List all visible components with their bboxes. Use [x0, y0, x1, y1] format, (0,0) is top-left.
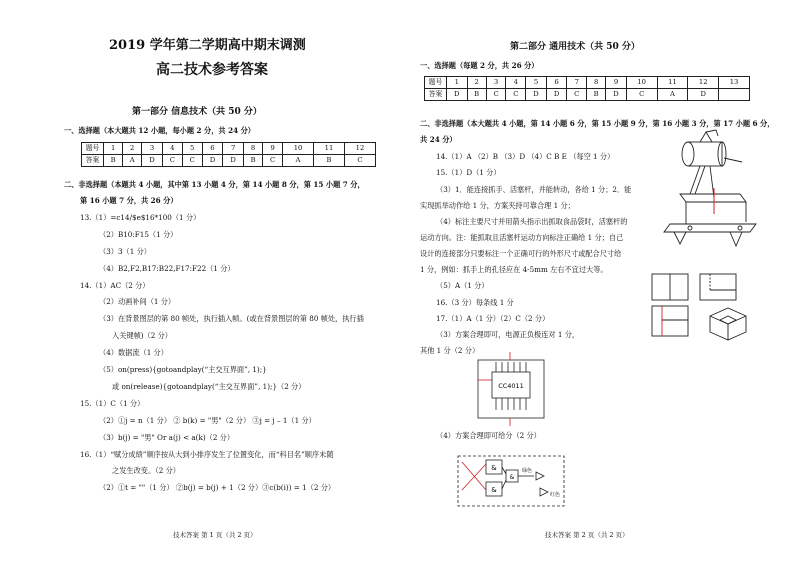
three-view-figure — [650, 272, 760, 342]
answer-line: （2）动画补间（1 分） — [99, 297, 176, 306]
cylinder-end — [682, 142, 694, 166]
pivot-2 — [738, 226, 742, 230]
page-subtitle: 高二技术参考答案 — [156, 62, 268, 78]
answer-line: （4）标注主要尺寸并用箭头指示出抓取食品袋时，活塞杆的 — [436, 217, 628, 226]
answer-line: 设计的连接部分只要标注一个正确可行的外形尺寸或配合尺寸给 — [420, 249, 622, 258]
answer-line: （2）B10:F15（1 分） — [99, 230, 178, 239]
table-cell: B — [243, 155, 262, 167]
table-cell: C — [182, 155, 202, 167]
p1-sec2-heading: 二、非选择题（本题共 4 小题，其中第 13 小题 4 分，第 14 小题 8 分，第 15 小题 7 分， — [64, 180, 365, 189]
led-green-label: 绿色 — [522, 468, 533, 474]
answer-line: （4）B2,F2,B17:B22,F17:F22（1 分） — [99, 264, 235, 273]
answer-line: 入关键帧)（2 分） — [112, 331, 172, 340]
answer-line: 16.（1）“赋分成绩”顺序按从大到小排序发生了位置变化，而“科目名”顺序未随 — [80, 450, 334, 459]
answer-line: 运动方向。注：能抓取且活塞杆运动方向标注正确给 1 分；自己 — [420, 233, 624, 242]
circuit-figure — [470, 350, 552, 426]
table-cell: 3 — [142, 143, 163, 155]
table-cell: 3 — [486, 77, 506, 89]
table-cell: B — [104, 155, 123, 167]
table-cell: 11 — [657, 77, 688, 89]
table-cell: 12 — [688, 77, 719, 89]
gate-wire — [502, 480, 506, 489]
answer-line: （3）方案合理即可，电源正负极连对 1 分， — [436, 330, 580, 339]
table-cell: 13 — [719, 77, 750, 89]
answer-line: 14.（1）AC（2 分） — [80, 281, 150, 290]
isometric-edges — [710, 316, 746, 340]
table-cell: D — [688, 89, 719, 101]
table-cell: 12 — [344, 143, 375, 155]
table-cell: B — [313, 155, 344, 167]
table-cell: D — [546, 89, 567, 101]
answer-line: （2）①j = n（1 分） ② b(k) = "男"（2 分） ③j = j – 1（1 分） — [99, 416, 316, 425]
answer-line: （3）1．能连接抓手、活塞杆，并能转动，各给 1 分；2．能 — [436, 185, 632, 194]
table-cell: 1 — [447, 77, 468, 89]
table-cell: D — [526, 89, 547, 101]
table-cell: 8 — [587, 77, 606, 89]
answer-line: （3）3（1 分） — [99, 247, 151, 256]
p1-sec2-heading-cont: 第 16 小题 7 分，共 26 分） — [80, 196, 178, 205]
answer-line: （2）①t = ""（1 分） ②b(j) = b(j) + 1（2 分）③c(b(i)) = 1（2 分） — [99, 483, 336, 492]
table-cell: 7 — [223, 143, 244, 155]
answer-line: 14.（1）A （2）B （3）D （4）C B E （每空 1 分） — [436, 152, 615, 161]
table-cell: 题号 — [82, 143, 104, 155]
table-cell: 2 — [123, 143, 142, 155]
logic-gate-figure — [456, 450, 576, 510]
table-cell: 10 — [626, 77, 657, 89]
table-cell: A — [657, 89, 688, 101]
answer-line: 17.（1）A（1 分）（2）C（2 分） — [436, 314, 550, 323]
chip-label: CC4011 — [498, 382, 524, 390]
table-cell: C — [506, 89, 526, 101]
answer-line: 或 on(release){gotoandplay(“主交互界面”, 1);}（2 分） — [112, 382, 306, 391]
table-cell: 10 — [283, 143, 314, 155]
table-cell: C — [626, 89, 657, 101]
page1-footer: 技术答案 第 1 页（共 2 页） — [173, 531, 257, 539]
answer-line: 15.（1）D（1 分） — [436, 168, 501, 177]
answer-line: （5）A（1 分） — [436, 281, 489, 290]
gate-symbol: & — [509, 474, 515, 481]
table-cell: A — [123, 155, 142, 167]
table-row — [82, 155, 376, 167]
led-red — [540, 488, 548, 496]
link-center — [710, 166, 714, 198]
jaw-left — [674, 232, 686, 244]
table-cell: 4 — [162, 143, 182, 155]
answer-line: （3）b(j) = "男" Or a(j) < a(k)（2 分） — [99, 433, 235, 442]
led-red-label: 红色 — [550, 492, 561, 498]
gate-symbol: & — [491, 486, 497, 494]
mount-bracket — [700, 130, 718, 142]
piston-rod — [724, 158, 742, 162]
answer-line: 实现抓举动作给 1 分，方案夹持可靠合理 1 分； — [420, 201, 575, 210]
answer-line: 之发生改变。（2 分） — [112, 466, 180, 475]
table-cell: C — [162, 155, 182, 167]
table-cell: 答案 — [82, 155, 104, 167]
table-cell: 4 — [506, 77, 526, 89]
answer-value: C — [357, 156, 363, 165]
table-cell: A — [283, 155, 314, 167]
page2-footer: 技术答案 第 2 页（共 2 页） — [545, 531, 629, 539]
led-green — [536, 472, 544, 480]
table-cell: 9 — [263, 143, 283, 155]
input-wires — [462, 462, 486, 490]
table-row — [425, 77, 750, 89]
table-cell: 8 — [243, 143, 262, 155]
part-two-title: 第二部分 通用技术（共 50 分） — [510, 42, 640, 52]
p1-answer-table — [81, 142, 376, 167]
top-view — [652, 306, 688, 336]
table-cell: D — [223, 155, 244, 167]
gate-symbol: & — [491, 464, 497, 472]
side-view — [700, 274, 736, 300]
p2-sec2-heading: 二、非选择题（本大题共 4 小题，第 14 小题 6 分，第 15 小题 9 分，第 16 小题 3 分，第 17 小题 6 分， — [420, 119, 775, 128]
table-cell: C — [486, 89, 506, 101]
table-cell: B — [467, 89, 486, 101]
p1-sec1-heading: 一、选择题（本大题共 12 小题，每小题 2 分，共 24 分） — [64, 126, 255, 135]
answer-line: 15.（1）C（1 分） — [80, 399, 145, 408]
answer-line: 16.（3 分）每条线 1 分 — [436, 298, 514, 307]
table-cell: 7 — [567, 77, 587, 89]
table-cell: B — [587, 89, 606, 101]
answer-line: 1 分，例如：抓手上的孔径应在 4-5mm 左右不宜过大等。 — [420, 265, 608, 274]
part-one-title: 第一部分 信息技术（共 50 分） — [132, 107, 262, 117]
answer-line: 其他 1 分（2 分） — [420, 346, 480, 355]
link-left-2 — [695, 166, 705, 194]
table-cell: 答案 — [425, 89, 447, 101]
answer-line: （4）方案合理即可给分（2 分） — [436, 431, 541, 440]
answer-line: 13.（1）=c14/$e$16*100（1 分） — [80, 213, 201, 222]
gripper-frame — [680, 194, 746, 202]
table-cell: 6 — [546, 77, 567, 89]
gate-wire — [502, 467, 506, 474]
p2-sec1-heading: 一、选择题（每题 2 分，共 26 分） — [420, 61, 539, 70]
table-cell — [344, 155, 375, 167]
p2-sec2-heading-cont: 共 24 分） — [420, 135, 457, 144]
table-cell: C — [567, 89, 587, 101]
table-cell: 题号 — [425, 77, 447, 89]
table-cell: C — [263, 155, 283, 167]
table-row — [82, 143, 376, 155]
gripper-mechanism-figure — [660, 128, 760, 270]
table-cell: 11 — [313, 143, 344, 155]
table-cell: D — [447, 89, 468, 101]
jaw-right — [730, 232, 742, 246]
table-cell: D — [202, 155, 223, 167]
isometric-notch — [720, 316, 736, 324]
answer-line: （4）数据流（1 分） — [99, 348, 168, 357]
table-cell — [719, 89, 750, 101]
table-cell: 9 — [606, 77, 627, 89]
table-cell: 5 — [526, 77, 547, 89]
link-left — [690, 166, 700, 194]
table-cell: D — [142, 155, 163, 167]
table-row — [425, 89, 750, 101]
answer-line: （5）on(press){gotoandplay(“主交互界面”, 1);} — [99, 365, 267, 374]
pivot — [688, 226, 692, 230]
answer-line: （3）在背景图层的第 80 帧处，执行插入帧。(或在背景图层的第 80 帧处，执行插 — [99, 314, 364, 323]
table-cell: 2 — [467, 77, 486, 89]
table-cell: D — [606, 89, 627, 101]
exam-title: 2019 学年第二学期高中期末调测 — [109, 38, 306, 53]
p2-answer-table — [424, 76, 750, 101]
table-cell: 5 — [182, 143, 202, 155]
table-cell: 6 — [202, 143, 223, 155]
table-cell: 1 — [104, 143, 123, 155]
